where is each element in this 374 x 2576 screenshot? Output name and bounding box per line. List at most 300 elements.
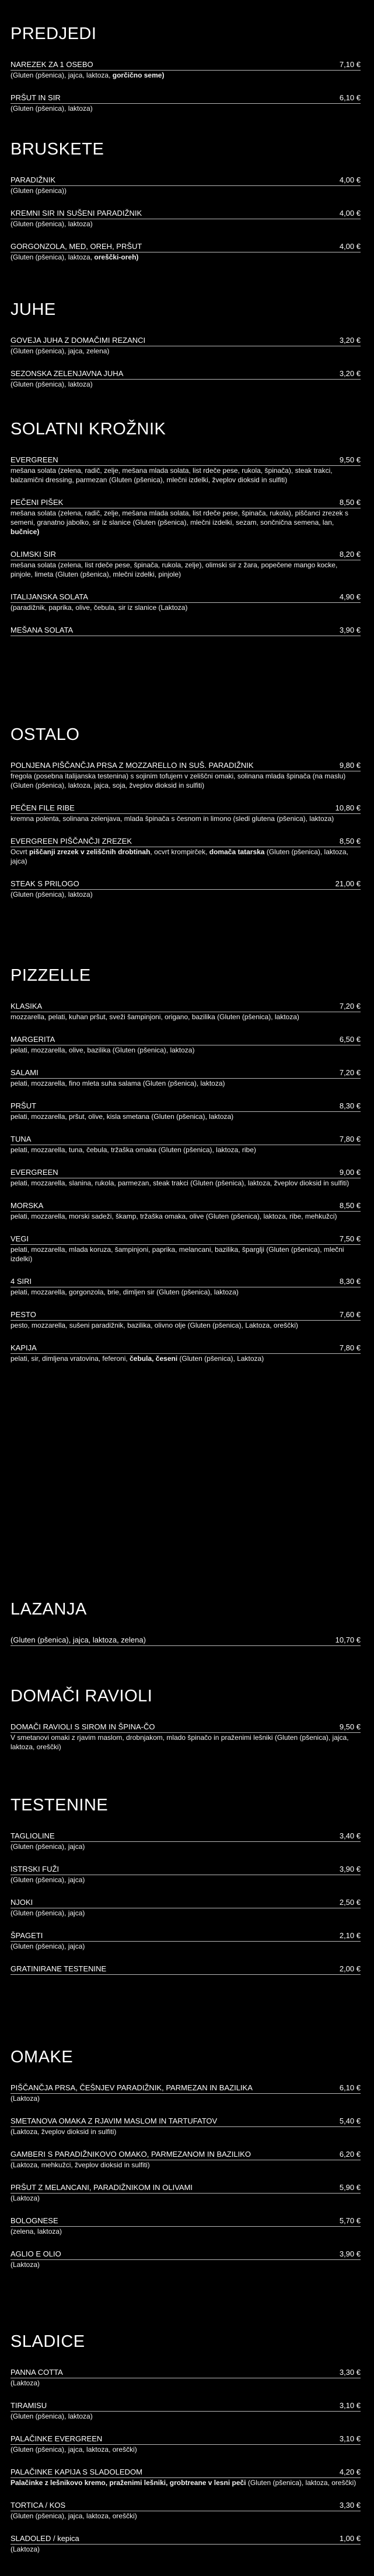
menu-item-price: 9,00 € xyxy=(339,1168,361,1177)
menu-item-description xyxy=(11,2127,361,2136)
description-segment: mešana solata (zelena, radič, zelje, mešana mlada solata, list rdeče pese, rukola, špinača), steak trakci, balzamični dressing, parmezan (Gluten (pšenica), mlečni izdelki, žveplov dioksid in sulfiti) xyxy=(11,466,333,484)
description-segment: (Gluten (pšenica)) xyxy=(11,187,67,195)
description-segment: oreščki-oreh) xyxy=(94,253,139,261)
section-title: OSTALO xyxy=(11,725,80,744)
description-segment: Palačinke z lešnikovo kremo, praženimi lešniki, grobtreane v lesni peči xyxy=(11,2479,246,2487)
menu-item-price: 9,80 € xyxy=(339,761,361,770)
menu-item xyxy=(11,760,361,790)
description-segment: čebula, česeni xyxy=(130,1354,178,1363)
menu-item-header xyxy=(11,455,361,466)
menu-item-price: 7,50 € xyxy=(339,1234,361,1243)
menu-item-name: SALAMI xyxy=(11,1068,39,1077)
description-segment: pelati, mozzarella, olive, bazilika (Gluten (pšenica), laktoza) xyxy=(11,1046,195,1054)
menu-item-name: TORTICA / KOS xyxy=(11,2501,66,2510)
description-segment: pelati, mozzarella, tuna, čebula, tržaška omaka (Gluten (pšenica), laktoza, ribe) xyxy=(11,1146,256,1154)
menu-item-price: 8,20 € xyxy=(339,550,361,559)
menu-item xyxy=(11,1234,361,1264)
menu-item-header xyxy=(11,175,361,186)
menu-item-description xyxy=(11,1908,361,1918)
menu-section xyxy=(11,139,361,275)
menu-item-header xyxy=(11,2216,361,2227)
menu-item-price: 4,00 € xyxy=(339,242,361,251)
menu-item-header xyxy=(11,1635,361,1646)
menu-item-name: SMETANOVA OMAKA Z RJAVIM MASLOM IN TARTUFATOV xyxy=(11,2117,218,2125)
menu-item-header xyxy=(11,241,361,252)
menu-item xyxy=(11,1831,361,1851)
menu-item-header xyxy=(11,836,361,847)
menu-item-price: 2,00 € xyxy=(339,1964,361,1973)
menu-item xyxy=(11,59,361,80)
menu-item xyxy=(11,1068,361,1088)
description-segment: (Gluten (pšenica), laktoza) xyxy=(11,890,93,899)
menu-item-description xyxy=(11,2378,361,2388)
menu-item-name: GORGONZOLA, MED, OREH, PRŠUT xyxy=(11,242,142,251)
menu-item-description xyxy=(11,346,361,356)
menu-item-name: POLNJENA PIŠČANČJA PRSA Z MOZZARELLO IN SUŠ. PARADIŽNIK xyxy=(11,761,254,770)
menu-item xyxy=(11,1276,361,1297)
menu-item-price: 3,90 € xyxy=(339,2249,361,2258)
menu-item-header xyxy=(11,2400,361,2412)
menu-item-price: 3,10 € xyxy=(339,2401,361,2410)
description-segment: (Laktoza) xyxy=(11,2194,40,2202)
menu-section xyxy=(11,1795,361,1988)
menu-item-header xyxy=(11,1722,361,1733)
menu-item-header xyxy=(11,2149,361,2160)
description-segment: V smetanovi omaki z rjavim maslom, drobnjakom, mlado špinačo in praženimi lešniki (Gluten (pšenica), jajca, laktoza, oreščki) xyxy=(11,1733,349,1751)
menu-item xyxy=(11,2367,361,2388)
menu-item xyxy=(11,592,361,612)
menu-item-name: KLASIKA xyxy=(11,1002,43,1010)
menu-item-name: PEČENI PIŠEK xyxy=(11,498,64,507)
menu-item xyxy=(11,1134,361,1154)
menu-section xyxy=(11,299,361,402)
menu-item xyxy=(11,2083,361,2103)
menu-item-header xyxy=(11,1034,361,1045)
description-segment: pelati, mozzarella, morski sadeži, škamp, tržaška omaka, olive (Gluten (pšenica), laktoza, ribe, mehkužci) xyxy=(11,1212,337,1220)
menu-item-name: PALAČINKE KAPIJA S SLADOLEDOM xyxy=(11,2468,142,2476)
menu-item-price: 4,00 € xyxy=(339,176,361,184)
description-segment: pelati, mozzarella, slanina, rukola, parmezan, steak trakci (Gluten (pšenica), laktoza, žveplov dioksid in sulfiti) xyxy=(11,1179,349,1187)
menu-item xyxy=(11,2500,361,2521)
menu-item-name: PARADIŽNIK xyxy=(11,176,56,184)
description-segment: pelati, sir, dimljena vratovina, feferoni, xyxy=(11,1354,130,1363)
menu-item-name: MARGERITA xyxy=(11,1035,55,1044)
menu-item xyxy=(11,836,361,866)
menu-item-description xyxy=(11,2094,361,2103)
menu-item-header xyxy=(11,592,361,603)
description-segment: bučnice) xyxy=(11,528,40,536)
menu-item-name: VEGI xyxy=(11,1234,29,1243)
menu-item-price: 4,00 € xyxy=(339,209,361,217)
menu-item-header xyxy=(11,2116,361,2127)
menu-item-description xyxy=(11,1178,361,1188)
description-segment: (Gluten (pšenica), jajca, laktoza, oreščki) xyxy=(11,2445,137,2454)
menu-item-description xyxy=(11,1012,361,1022)
menu-item xyxy=(11,93,361,113)
menu-section xyxy=(11,1599,361,1659)
menu-section xyxy=(11,2331,361,2567)
section-title: BRUSKETE xyxy=(11,140,104,159)
menu-item-description xyxy=(11,890,361,899)
menu-item-description xyxy=(11,1354,361,1363)
menu-section xyxy=(11,724,361,912)
section-title: OMAKE xyxy=(11,2048,74,2066)
menu-item-header xyxy=(11,2249,361,2260)
menu-item-price: 8,30 € xyxy=(339,1101,361,1110)
menu-item-header xyxy=(11,879,361,890)
menu-item-header xyxy=(11,1101,361,1112)
menu-item xyxy=(11,803,361,823)
menu-item-price: 3,90 € xyxy=(339,1865,361,1873)
menu-item-header xyxy=(11,208,361,219)
menu-item-description xyxy=(11,252,361,262)
menu-item-name: PRŠUT IN SIR xyxy=(11,93,61,102)
menu-item-header xyxy=(11,625,361,636)
menu-item-header xyxy=(11,2182,361,2194)
description-segment: (Gluten (pšenica), jajca) xyxy=(11,1942,85,1950)
menu-item-header xyxy=(11,93,361,104)
menu-item xyxy=(11,208,361,229)
menu-item-description xyxy=(11,2511,361,2521)
menu-item-name: KREMNI SIR IN SUŠENI PARADIŽNIK xyxy=(11,209,142,217)
menu-item-header xyxy=(11,803,361,814)
menu-item-price: 7,20 € xyxy=(339,1068,361,1077)
menu-item-name: EVERGREEN PIŠČANČJI ZREZEK xyxy=(11,837,132,845)
menu-item-header xyxy=(11,1001,361,1012)
menu-item-price: 10,80 € xyxy=(335,803,361,812)
description-segment: (paradižnik, paprika, olive, čebula, sir iz slanice (Laktoza) xyxy=(11,603,188,612)
menu-item-header xyxy=(11,1864,361,1875)
menu-item-price: 3,30 € xyxy=(339,2501,361,2510)
menu-item-description xyxy=(11,186,361,195)
menu-item-header xyxy=(11,1134,361,1145)
menu-item-name: ISTRSKI FUŽI xyxy=(11,1865,60,1873)
menu-item-header xyxy=(11,549,361,560)
menu-item-name: EVERGREEN xyxy=(11,1168,58,1177)
description-segment: piščanji zrezek v zeliščnih drobtinah xyxy=(29,848,151,856)
menu-item-price: 6,10 € xyxy=(339,93,361,102)
section-title: LAZANJA xyxy=(11,1600,87,1619)
menu-item-description xyxy=(11,1212,361,1221)
menu-item-price: 6,10 € xyxy=(339,2083,361,2092)
menu-item-price: 5,70 € xyxy=(339,2216,361,2225)
menu-item-name: EVERGREEN xyxy=(11,455,58,464)
menu-item-price: 8,30 € xyxy=(339,1277,361,1286)
menu-item-header xyxy=(11,1897,361,1908)
menu-item-price: 1,00 € xyxy=(339,2534,361,2543)
menu-item-description xyxy=(11,1045,361,1055)
description-segment: (Gluten (pšenica), jajca, laktoza, xyxy=(11,71,113,79)
menu-item-description xyxy=(11,1733,361,1752)
menu-item-name: BOLOGNESE xyxy=(11,2216,58,2225)
description-segment: mešana solata (zelena, radič, zelje, mešana mlada solata, list rdeče pese, špinača, rukola), piščanci zrezek s semeni, granatno jabolko, sir iz slanice (Gluten (pšenica), mlečni izdelki, sezam, sončnična semena, lan, xyxy=(11,509,348,527)
menu-item-price: 5,90 € xyxy=(339,2183,361,2192)
menu-item-header xyxy=(11,2467,361,2478)
menu-item xyxy=(11,2434,361,2454)
menu-item xyxy=(11,2182,361,2203)
section-title: TESTENINE xyxy=(11,1796,109,1815)
menu-item-name: SEZONSKA ZELENJAVNA JUHA xyxy=(11,369,124,378)
description-segment: gorčično seme) xyxy=(112,71,165,79)
menu-item-header xyxy=(11,335,361,346)
menu-item-name: 4 SIRI xyxy=(11,1277,32,1286)
menu-item-description xyxy=(11,2160,361,2170)
menu-item-name: TAGLIOLINE xyxy=(11,1831,55,1840)
menu-item-price: 3,30 € xyxy=(339,2368,361,2377)
menu-item xyxy=(11,241,361,262)
menu-item xyxy=(11,335,361,356)
description-segment: (Laktoza) xyxy=(11,2094,40,2103)
menu-item-description xyxy=(11,814,361,823)
description-segment: (Gluten (pšenica), laktoza) xyxy=(11,380,93,388)
menu-item-price: 7,10 € xyxy=(339,60,361,69)
menu-item-description xyxy=(11,1245,361,1264)
menu-item xyxy=(11,2149,361,2170)
section-title: PREDJEDI xyxy=(11,24,97,43)
menu-item xyxy=(11,2467,361,2487)
menu-item-price: 8,50 € xyxy=(339,498,361,507)
menu-item-price: 6,50 € xyxy=(339,1035,361,1044)
menu-item-header xyxy=(11,2434,361,2445)
menu-item-name: ITALIJANSKA SOLATA xyxy=(11,592,88,601)
menu-item-description xyxy=(11,1321,361,1330)
description-segment: (zelena, laktoza) xyxy=(11,2227,62,2235)
menu-item-description xyxy=(11,2412,361,2421)
description-segment: (Gluten (pšenica), laktoza, xyxy=(11,253,95,261)
menu-item xyxy=(11,625,361,636)
menu-item xyxy=(11,879,361,899)
description-segment: pelati, mozzarella, mlada koruza, šampinjoni, paprika, melancani, bazilika, šparglji (Gluten (pšenica), mlečni izdelki) xyxy=(11,1245,344,1263)
menu-item-price: 3,90 € xyxy=(339,626,361,634)
menu-item-name: PRŠUT Z MELANCANI, PARADIŽNIKOM IN OLIVAMI xyxy=(11,2183,193,2192)
menu-item-header xyxy=(11,2533,361,2545)
menu-item xyxy=(11,455,361,485)
menu-section xyxy=(11,965,361,1376)
menu-item-description xyxy=(11,1079,361,1088)
menu-item-description xyxy=(11,2478,361,2487)
menu-item-price: 5,40 € xyxy=(339,2117,361,2125)
menu-item xyxy=(11,1722,361,1752)
description-segment: pelati, mozzarella, fino mleta suha salama (Gluten (pšenica), laktoza) xyxy=(11,1079,225,1087)
menu-item xyxy=(11,2249,361,2269)
menu-item-price: 8,50 € xyxy=(339,837,361,845)
menu-item-header xyxy=(11,1201,361,1212)
menu-item-name: TIRAMISU xyxy=(11,2401,47,2410)
menu-item-name: SLADOLED / kepica xyxy=(11,2534,79,2543)
menu-item-price: 3,20 € xyxy=(339,369,361,378)
description-segment: (Gluten (pšenica), jajca, laktoza, oreščki) xyxy=(11,2512,137,2520)
menu-item-header xyxy=(11,368,361,380)
menu-item-description xyxy=(11,771,361,790)
menu-item-description xyxy=(11,2545,361,2554)
menu-item xyxy=(11,2533,361,2554)
menu-section xyxy=(11,1686,361,1764)
menu-item-description xyxy=(11,1112,361,1121)
menu-item-name: OLIMSKI SIR xyxy=(11,550,57,559)
description-segment: pelati, mozzarella, pršut, olive, kisla smetana (Gluten (pšenica), laktoza) xyxy=(11,1112,234,1121)
menu-item-name: NJOKI xyxy=(11,1898,33,1907)
description-segment: mozzarella, pelati, kuhan pršut, sveži šampinjoni, origano, bazilika (Gluten (pšenica), laktoza) xyxy=(11,1013,299,1021)
menu-item xyxy=(11,2216,361,2236)
menu-item-header xyxy=(11,497,361,508)
description-segment: (Gluten (pšenica), jajca) xyxy=(11,1909,85,1917)
menu-item-price: 9,50 € xyxy=(339,1722,361,1731)
menu-item xyxy=(11,1635,361,1646)
menu-item-header xyxy=(11,2500,361,2511)
menu-item-price: 7,20 € xyxy=(339,1002,361,1010)
menu-item xyxy=(11,2116,361,2136)
menu-item-header xyxy=(11,1310,361,1321)
menu-item-name: GOVEJA JUHA Z DOMAČIMI REZANCI xyxy=(11,336,146,345)
menu-item xyxy=(11,1310,361,1330)
section-title: DOMAČI RAVIOLI xyxy=(11,1687,153,1705)
menu-item-header xyxy=(11,59,361,71)
menu-item-price: 3,40 € xyxy=(339,1831,361,1840)
section-title: JUHE xyxy=(11,300,56,319)
menu-item-price: 9,50 € xyxy=(339,455,361,464)
menu-item-description xyxy=(11,2445,361,2454)
menu-item-price: 6,20 € xyxy=(339,2150,361,2159)
menu-item xyxy=(11,1034,361,1055)
menu-item-price: 3,10 € xyxy=(339,2434,361,2443)
menu-item-name: GAMBERI S PARADIŽNIKOVO OMAKO, PARMEZANOM IN BAZILIKO xyxy=(11,2150,251,2159)
description-segment: (Gluten (pšenica), Laktoza) xyxy=(177,1354,264,1363)
menu-item-description xyxy=(11,1942,361,1951)
menu-item-header xyxy=(11,1276,361,1287)
menu-item-name: PESTO xyxy=(11,1310,36,1319)
menu-item-description xyxy=(11,2260,361,2269)
menu-item-description xyxy=(11,1875,361,1884)
description-segment: (Gluten (pšenica), laktoza) xyxy=(11,2412,93,2420)
menu-item-name: GRATINIRANE TESTENINE xyxy=(11,1964,107,1973)
description-segment: domača tatarska xyxy=(209,848,265,856)
menu-item xyxy=(11,2400,361,2421)
menu-section xyxy=(11,2047,361,2282)
menu-item-description xyxy=(11,560,361,579)
description-segment: (Laktoza, mehkužci, žveplov dioksid in sulfiti) xyxy=(11,2161,150,2169)
menu-item xyxy=(11,175,361,195)
description-segment: (Gluten (pšenica), jajca) xyxy=(11,1876,85,1884)
menu-item-description xyxy=(11,847,361,866)
menu-item-description xyxy=(11,1842,361,1851)
menu-item-header xyxy=(11,2083,361,2094)
menu-item-name: KAPIJA xyxy=(11,1343,37,1352)
description-segment: kremna polenta, solinana zelenjava, mlada špinača s česnom in limono (sledi glutena (pšenica), laktoza) xyxy=(11,815,334,823)
menu-item-name: (Gluten (pšenica), jajca, laktoza, zelena) xyxy=(11,1636,146,1644)
menu-item-description xyxy=(11,466,361,485)
section-title: SOLATNI KROŽNIK xyxy=(11,420,166,438)
menu-item xyxy=(11,549,361,579)
menu-item-price: 4,90 € xyxy=(339,592,361,601)
description-segment: (Gluten (pšenica), jajca, zelena) xyxy=(11,347,110,355)
menu-item-name: PRŠUT xyxy=(11,1101,37,1110)
menu-item-description xyxy=(11,219,361,229)
menu-item-name: PEČEN FILE RIBE xyxy=(11,803,75,812)
menu-item xyxy=(11,1931,361,1951)
menu-item xyxy=(11,497,361,536)
menu-item-name: AGLIO E OLIO xyxy=(11,2249,61,2258)
description-segment: (Laktoza) xyxy=(11,2379,40,2387)
menu-item-name: NAREZEK ZA 1 OSEBO xyxy=(11,60,93,69)
menu-item-price: 7,80 € xyxy=(339,1343,361,1352)
description-segment: (Gluten (pšenica), jajca) xyxy=(11,1842,85,1851)
description-segment: (Laktoza, žveplov dioksid in sulfiti) xyxy=(11,2128,117,2136)
menu-item-description xyxy=(11,603,361,612)
menu-item-header xyxy=(11,1343,361,1354)
menu-item-header xyxy=(11,2367,361,2378)
menu-item-name: PIŠČANČJA PRSA, ČEŠNJEV PARADIŽNIK, PARMEZAN IN BAZILIKA xyxy=(11,2083,253,2092)
menu-item xyxy=(11,1964,361,1975)
menu-item-name: ŠPAGETI xyxy=(11,1931,43,1940)
section-title: SLADICE xyxy=(11,2332,85,2351)
description-segment: , ocvrt krompirček, xyxy=(150,848,209,856)
description-segment: (Laktoza) xyxy=(11,2545,40,2553)
menu-item-header xyxy=(11,1167,361,1178)
section-title: PIZZELLE xyxy=(11,966,91,985)
description-segment: (Gluten (pšenica), laktoza, jajca) xyxy=(11,848,348,865)
menu-item xyxy=(11,1201,361,1221)
menu-item-price: 2,50 € xyxy=(339,1898,361,1907)
menu-item-name: STEAK S PRILOGO xyxy=(11,879,79,888)
menu-item-name: DOMAČI RAVIOLI S SIROM IN ŠPINA-ČO xyxy=(11,1722,155,1731)
menu-item-header xyxy=(11,1964,361,1975)
menu-item-description xyxy=(11,380,361,389)
menu-item-description xyxy=(11,71,361,80)
description-segment: pesto, mozzarella, sušeni paradižnik, bazilika, olivno olje (Gluten (pšenica), Laktoza, oreščki) xyxy=(11,1321,298,1329)
menu-item-price: 7,80 € xyxy=(339,1135,361,1143)
menu-item-price: 10,70 € xyxy=(335,1636,361,1644)
menu-item-price: 21,00 € xyxy=(335,879,361,888)
menu-item-description xyxy=(11,2227,361,2236)
menu-section xyxy=(11,419,361,649)
menu-item-header xyxy=(11,1931,361,1942)
menu-item xyxy=(11,1864,361,1884)
menu-section xyxy=(11,23,361,126)
description-segment: (Gluten (pšenica), laktoza) xyxy=(11,220,93,228)
description-segment: fregola (posebna italijanska testenina) s sojinim tofujem v zeliščni omaki, solinana mlada špinača (na maslu) (Gluten (pšenica), laktoza, jajca, soja, žveplov dioksid in sulfiti) xyxy=(11,772,346,789)
menu-item-price: 7,60 € xyxy=(339,1310,361,1319)
menu-item-description xyxy=(11,1145,361,1154)
menu-item-name: MEŠANA SOLATA xyxy=(11,626,74,634)
menu-item-header xyxy=(11,1068,361,1079)
description-segment: (Gluten (pšenica), laktoza) xyxy=(11,104,93,113)
menu-item-price: 4,20 € xyxy=(339,2468,361,2476)
menu-item-name: MORSKA xyxy=(11,1201,44,1210)
menu-item xyxy=(11,1001,361,1022)
menu-item xyxy=(11,1101,361,1121)
menu-item xyxy=(11,368,361,389)
menu-item-name: PALAČINKE EVERGREEN xyxy=(11,2434,103,2443)
menu-item xyxy=(11,1343,361,1363)
menu-item-header xyxy=(11,1234,361,1245)
menu-item-description xyxy=(11,2194,361,2203)
menu-item-header xyxy=(11,1831,361,1842)
menu-item-price: 2,10 € xyxy=(339,1931,361,1940)
description-segment: (Laktoza) xyxy=(11,2261,40,2269)
menu-item-name: TUNA xyxy=(11,1135,32,1143)
description-segment: pelati, mozzarella, gorgonzola, brie, dimljen sir (Gluten (pšenica), laktoza) xyxy=(11,1288,239,1296)
menu-item xyxy=(11,1167,361,1188)
description-segment: mešana solata (zelena, list rdeče pese, špinača, rukola, zelje), olimski sir z žara, popečene mango kocke, pinjole, limeta (Gluten (pšenica), mlečni izdelki, pinjole) xyxy=(11,561,338,578)
menu-item-description xyxy=(11,508,361,536)
description-segment: Ocvrt xyxy=(11,848,29,856)
menu-item-description xyxy=(11,104,361,113)
menu-item-price: 3,20 € xyxy=(339,336,361,345)
menu-item-description xyxy=(11,1287,361,1297)
menu-item xyxy=(11,1897,361,1918)
menu-item-header xyxy=(11,760,361,771)
menu-item-name: PANNA COTTA xyxy=(11,2368,63,2377)
